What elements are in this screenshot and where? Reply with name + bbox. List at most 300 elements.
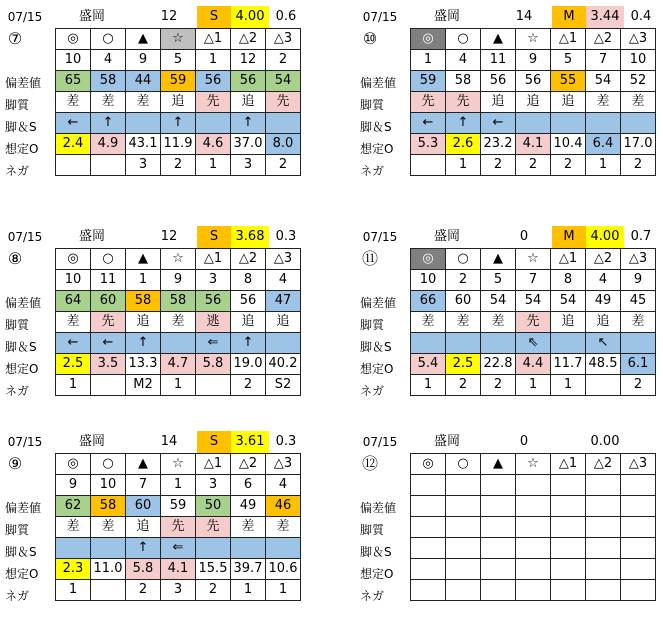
race-extra: 0.7 [630,229,652,244]
legs-cell [516,538,551,559]
race-score: 3.68 [231,226,269,248]
mark-cell: ○ [446,454,481,475]
odds-cell: 4.4 [516,354,551,375]
running-style-cell: 差 [586,92,621,113]
negative-cell [411,155,446,176]
legs-cell [411,333,446,354]
deviation-cell [446,496,481,517]
odds-cell: 4.6 [196,134,231,155]
row-label: 脚＆S [5,120,37,134]
legs-cell: ↖ [586,333,621,354]
mark-cell: ▲ [481,454,516,475]
horse-number-cell [516,475,551,496]
odds-cell: 5.8 [196,354,231,375]
horse-number-cell: 2 [446,270,481,291]
table-row [56,454,301,475]
horse-number-cell: 5 [161,50,196,71]
legs-cell [551,333,586,354]
table-row [411,354,656,375]
table-row [411,375,656,396]
running-style-cell: 先 [196,517,231,538]
running-style-cell: 追 [126,517,161,538]
table-row [411,475,656,496]
running-style-cell: 追 [231,92,266,113]
legs-cell [411,538,446,559]
odds-cell: 6.4 [586,134,621,155]
legs-cell: ↑ [126,333,161,354]
race-date: 07/15 [362,230,398,244]
row-label: 想定O [5,362,39,376]
table-row [411,29,656,50]
legs-cell: ⇐ [196,333,231,354]
horse-number-cell: 12 [231,50,266,71]
row-label: 偏差値 [5,76,42,90]
negative-cell: 1 [411,375,446,396]
mark-cell: △2 [231,29,266,50]
mark-cell: ☆ [516,454,551,475]
running-style-cell [586,517,621,538]
race-rank [552,431,586,453]
running-style-cell: 差 [91,92,126,113]
race-venue: 盛岡 [78,434,105,449]
mark-cell: △1 [551,249,586,270]
race-rank: S [197,6,231,28]
race-venue: 盛岡 [433,434,460,449]
race-number-badge: ⑪ [361,249,378,268]
horse-number-cell: 7 [586,50,621,71]
legs-cell: ↑ [231,333,266,354]
prediction-table [410,453,656,601]
legs-cell [231,538,266,559]
deviation-cell: 47 [266,291,301,312]
deviation-cell: 58 [91,496,126,517]
table-row [56,333,301,354]
running-style-cell: 追 [516,92,551,113]
running-style-cell [621,517,656,538]
race-header [355,431,663,453]
negative-cell: 1 [56,580,91,601]
deviation-cell [551,496,586,517]
race-rank: S [197,226,231,248]
horse-number-cell: 10 [621,50,656,71]
mark-cell: △1 [551,29,586,50]
deviation-cell: 62 [56,496,91,517]
odds-cell [446,559,481,580]
legs-cell: ⇐ [161,538,196,559]
deviation-cell: 64 [56,291,91,312]
row-labels [0,28,55,182]
deviation-cell: 59 [161,496,196,517]
deviation-cell [621,496,656,517]
deviation-cell [411,496,446,517]
horse-number-cell: 10 [91,475,126,496]
odds-cell [516,559,551,580]
legs-cell [621,333,656,354]
horse-number-cell [446,475,481,496]
mark-cell: ◎ [411,454,446,475]
odds-cell: 5.4 [411,354,446,375]
odds-cell: 15.5 [196,559,231,580]
odds-cell: 4.1 [161,559,196,580]
legs-cell: ↑ [126,538,161,559]
odds-cell: 37.0 [231,134,266,155]
running-style-cell [516,517,551,538]
deviation-cell: 60 [91,291,126,312]
running-style-cell [411,517,446,538]
legs-cell [266,333,301,354]
horse-number-cell: 11 [91,270,126,291]
horse-number-cell: 6 [231,475,266,496]
negative-cell: 1 [196,155,231,176]
row-label: 脚質 [5,523,30,537]
row-label: 偏差値 [5,296,42,310]
race-venue: 盛岡 [433,9,460,24]
table-row [56,270,301,291]
running-style-cell: 差 [91,517,126,538]
horse-number-cell: 10 [411,270,446,291]
odds-cell: 4.1 [516,134,551,155]
race-runner-count: 0 [519,434,529,449]
odds-cell [586,559,621,580]
row-label: 脚＆S [360,120,392,134]
negative-cell [91,375,126,396]
running-style-cell: 差 [56,517,91,538]
horse-number-cell [551,475,586,496]
negative-cell [56,155,91,176]
mark-cell: △2 [586,249,621,270]
row-label: ネガ [5,384,30,398]
table-row [411,333,656,354]
deviation-cell: 50 [196,496,231,517]
race-runner-count: 14 [160,434,178,449]
odds-cell: 10.4 [551,134,586,155]
table-row [411,496,656,517]
horse-number-cell: 1 [161,475,196,496]
deviation-cell: 54 [516,291,551,312]
negative-cell: 2 [266,155,301,176]
running-style-cell: 先 [446,92,481,113]
legs-cell: ← [411,113,446,134]
table-row [411,249,656,270]
negative-cell: 2 [516,155,551,176]
row-label: 脚質 [360,318,385,332]
deviation-cell: 58 [126,291,161,312]
running-style-cell: 差 [161,312,196,333]
horse-number-cell: 7 [516,270,551,291]
odds-cell [551,559,586,580]
odds-cell: 11.0 [91,559,126,580]
running-style-cell: 追 [126,312,161,333]
race-date: 07/15 [362,10,398,24]
running-style-cell: 追 [231,312,266,333]
row-label: 脚＆S [5,340,37,354]
mark-cell: ☆ [516,29,551,50]
race-rank: M [552,6,586,28]
table-row [56,580,301,601]
prediction-table [410,248,656,396]
legs-cell: ↑ [231,113,266,134]
negative-cell: 2 [196,580,231,601]
mark-cell: ◎ [411,29,446,50]
table-row [56,134,301,155]
negative-cell [196,375,231,396]
race-date: 07/15 [7,230,43,244]
horse-number-cell [621,475,656,496]
table-row [56,249,301,270]
negative-cell: 1 [446,155,481,176]
odds-cell: 2.6 [446,134,481,155]
race-extra: 0.6 [275,9,297,24]
race-score: 0.00 [590,434,620,449]
negative-cell: 1 [231,580,266,601]
race-number-badge: ⑧ [7,249,23,268]
horse-number-cell: 9 [126,50,161,71]
negative-cell: 1 [56,375,91,396]
mark-cell: △2 [231,249,266,270]
legs-cell [481,333,516,354]
negative-cell: 2 [621,375,656,396]
deviation-cell: 65 [56,71,91,92]
running-style-cell: 先 [266,92,301,113]
legs-cell [586,538,621,559]
negative-cell: 1 [586,155,621,176]
negative-cell: M2 [126,375,161,396]
mark-cell: ☆ [161,29,196,50]
negative-cell [446,580,481,601]
negative-cell: 1 [551,375,586,396]
running-style-cell [481,517,516,538]
deviation-cell: 58 [161,291,196,312]
mark-cell: △1 [196,29,231,50]
race-number-badge: ⑩ [362,29,378,48]
mark-cell: ○ [91,454,126,475]
running-style-cell: 差 [126,92,161,113]
table-row [411,155,656,176]
horse-number-cell: 4 [446,50,481,71]
deviation-cell: 56 [481,71,516,92]
horse-number-cell: 9 [516,50,551,71]
prediction-table [55,28,301,176]
legs-cell: ↑ [161,113,196,134]
race-number-badge: ⑨ [7,454,23,473]
legs-cell: ↑ [446,113,481,134]
row-label: 想定O [360,142,394,156]
odds-cell: 5.3 [411,134,446,155]
negative-cell [91,580,126,601]
row-label: 脚質 [5,98,30,112]
row-label: 脚＆S [5,545,37,559]
row-label: 偏差値 [5,501,42,515]
row-label: ネガ [5,164,30,178]
negative-cell: 1 [516,375,551,396]
table-row [56,354,301,375]
table-row [411,113,656,134]
negative-cell [551,580,586,601]
row-labels [0,453,55,607]
legs-cell: ← [91,333,126,354]
running-style-cell: 追 [481,92,516,113]
race-extra [624,431,658,453]
odds-cell: 17.0 [621,134,656,155]
running-style-cell: 差 [446,312,481,333]
table-row [56,375,301,396]
mark-cell: ◎ [411,249,446,270]
negative-cell [621,580,656,601]
deviation-cell: 52 [621,71,656,92]
mark-cell: △1 [196,454,231,475]
deviation-cell: 56 [516,71,551,92]
mark-cell: ▲ [481,29,516,50]
horse-number-cell: 7 [126,475,161,496]
table-row [411,312,656,333]
horse-number-cell: 1 [196,50,231,71]
negative-cell [586,375,621,396]
race-runner-count: 12 [160,9,178,24]
odds-cell: 8.0 [266,134,301,155]
deviation-cell: 60 [126,496,161,517]
row-label: 脚質 [360,98,385,112]
odds-cell: 2.5 [56,354,91,375]
deviation-cell: 58 [91,71,126,92]
horse-number-cell: 4 [266,475,301,496]
mark-cell: △3 [266,249,301,270]
table-row [411,517,656,538]
horse-number-cell: 4 [586,270,621,291]
odds-cell [411,559,446,580]
negative-cell: 2 [481,155,516,176]
horse-number-cell: 11 [481,50,516,71]
running-style-cell: 先 [516,312,551,333]
running-style-cell: 差 [621,312,656,333]
odds-cell: 2.5 [446,354,481,375]
mark-cell: ◎ [56,249,91,270]
deviation-cell: 45 [621,291,656,312]
row-label: 脚質 [5,318,30,332]
running-style-cell: 差 [231,517,266,538]
race-runner-count: 14 [515,9,533,24]
horse-number-cell: 9 [621,270,656,291]
legs-cell [91,538,126,559]
odds-cell: 4.7 [161,354,196,375]
odds-cell: 40.2 [266,354,301,375]
prediction-table [410,28,656,176]
mark-cell: ▲ [126,249,161,270]
running-style-cell: 先 [161,517,196,538]
row-label: 想定O [5,142,39,156]
odds-cell: 23.2 [481,134,516,155]
mark-cell: △3 [621,249,656,270]
odds-cell: 4.9 [91,134,126,155]
running-style-cell: 追 [551,312,586,333]
deviation-cell: 59 [161,71,196,92]
table-row [56,517,301,538]
row-label: 偏差値 [360,501,397,515]
race-runner-count: 12 [160,229,178,244]
race-venue: 盛岡 [78,229,105,244]
row-label: ネガ [360,589,385,603]
race-header [355,226,663,248]
deviation-cell: 56 [196,71,231,92]
legs-cell [196,538,231,559]
race-score: 3.44 [586,6,624,28]
horse-number-cell: 1 [411,50,446,71]
running-style-cell: 追 [551,92,586,113]
running-style-cell: 先 [196,92,231,113]
legs-cell [56,538,91,559]
mark-cell: △3 [266,454,301,475]
negative-cell: 2 [551,155,586,176]
table-row [56,155,301,176]
negative-cell: 2 [481,375,516,396]
negative-cell: S2 [266,375,301,396]
table-row [56,559,301,580]
odds-cell: 5.8 [126,559,161,580]
row-label: 偏差値 [360,76,397,90]
race-extra: 0.3 [275,229,297,244]
running-style-cell [446,517,481,538]
deviation-cell: 56 [231,291,266,312]
legs-cell [551,538,586,559]
deviation-cell: 44 [126,71,161,92]
horse-number-cell [586,475,621,496]
mark-cell: △1 [196,249,231,270]
deviation-cell: 58 [446,71,481,92]
horse-number-cell: 4 [91,50,126,71]
mark-cell: △2 [586,29,621,50]
table-row [56,475,301,496]
race-date: 07/15 [7,435,43,449]
table-row [411,538,656,559]
deviation-cell: 56 [196,291,231,312]
race-score: 4.00 [586,226,624,248]
table-row [56,538,301,559]
odds-cell: 10.6 [266,559,301,580]
legs-cell [516,113,551,134]
deviation-cell: 49 [231,496,266,517]
mark-cell: ○ [91,249,126,270]
race-venue: 盛岡 [78,9,105,24]
odds-cell [481,559,516,580]
running-style-cell: 差 [56,92,91,113]
horse-number-cell: 5 [551,50,586,71]
deviation-cell: 54 [481,291,516,312]
table-row [56,50,301,71]
negative-cell: 3 [231,155,266,176]
odds-cell: 43.1 [126,134,161,155]
running-style-cell: 差 [621,92,656,113]
race-number-badge: ⑫ [361,454,378,473]
horse-number-cell: 4 [266,270,301,291]
running-style-cell: 追 [161,92,196,113]
deviation-cell: 55 [551,71,586,92]
horse-number-cell: 2 [266,50,301,71]
row-label: 脚＆S [360,340,392,354]
odds-cell: 2.3 [56,559,91,580]
odds-cell: 11.7 [551,354,586,375]
odds-cell: 22.8 [481,354,516,375]
prediction-table [55,453,301,601]
deviation-cell: 56 [231,71,266,92]
mark-cell: △3 [621,29,656,50]
negative-cell: 1 [266,580,301,601]
row-label: ネガ [360,384,385,398]
odds-cell [621,559,656,580]
row-label: ネガ [5,589,30,603]
running-style-cell: 差 [481,312,516,333]
table-row [56,312,301,333]
negative-cell [411,580,446,601]
row-label: ネガ [360,164,385,178]
